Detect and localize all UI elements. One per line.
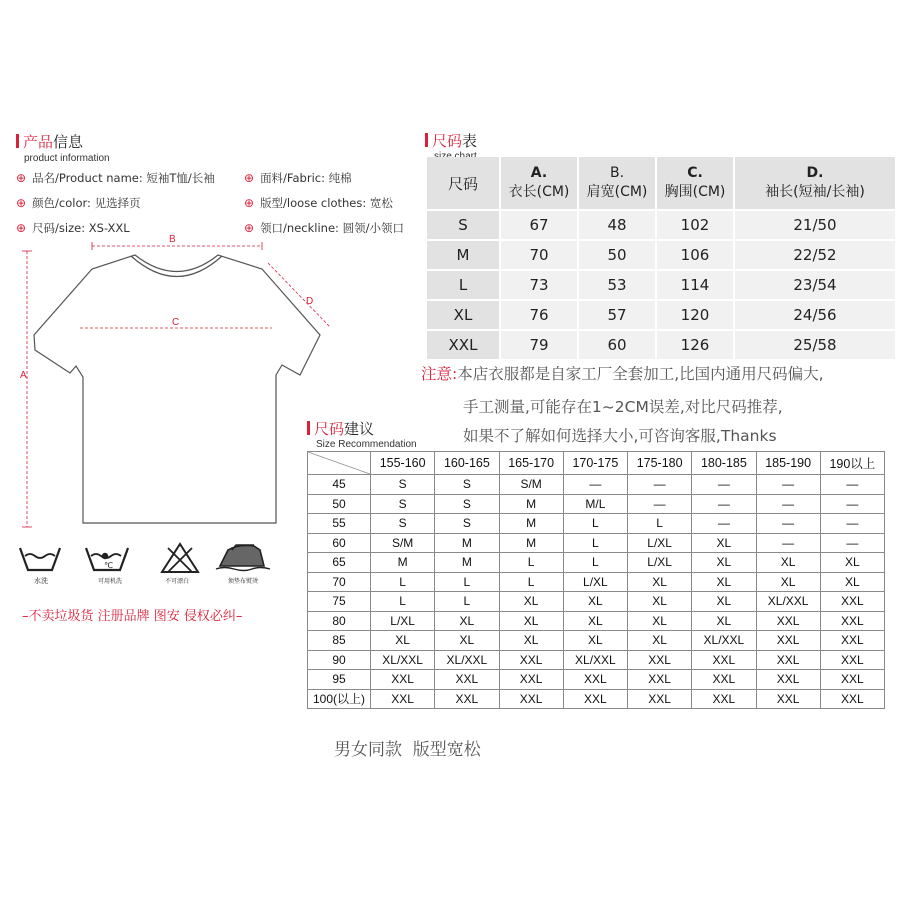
product-info-heading: 产品信息 product information [16, 131, 110, 164]
table-row: 45 S S S/M — — — — — [308, 475, 885, 495]
size-chart-row: XL 76 57 120 24/56 [427, 301, 895, 329]
info-size: ⊕ 尺码/size: XS-XXL [16, 221, 130, 235]
crosshair-icon: ⊕ [16, 221, 27, 235]
no-bleach-icon [160, 542, 200, 574]
wash-30-icon [84, 542, 130, 574]
recommendation-subtitle: Size Recommendation [316, 439, 417, 450]
table-row: 50 S S M M/L — — — — [308, 494, 885, 514]
measure-line-d [268, 263, 330, 327]
table-row: 95 XXL XXL XXL XXL XXL XXL XXL XXL [308, 670, 885, 690]
section-marker [425, 133, 428, 147]
care-label-no-bleach: 不可漂白 [165, 578, 190, 585]
crosshair-icon: ⊕ [244, 196, 255, 210]
label-c: C [172, 317, 180, 328]
size-chart-header-row [427, 157, 895, 209]
table-row: 60 S/M M M L L/XL XL — — [308, 533, 885, 553]
table-row: 70 L L L L/XL XL XL XL XL [308, 572, 885, 592]
column-header-d: D. 袖长(短袖/长袖) [735, 157, 895, 209]
crosshair-icon: ⊕ [16, 196, 27, 210]
size-chart-row: L 73 53 114 23/54 [427, 271, 895, 299]
table-row: 85 XL XL XL XL XL XL/XXL XXL XXL [308, 631, 885, 651]
size-chart-heading: 尺码表 [425, 130, 477, 162]
table-row: 100(以上) XXL XXL XXL XXL XXL XXL XXL XXL [308, 689, 885, 709]
info-product-name: ⊕ 品名/Product name: 短袖T恤/长袖 [16, 171, 215, 185]
recommendation-heading: 尺码建议 Size Recommendation [307, 418, 417, 450]
table-row: 65 M M L L L/XL XL XL XL [308, 553, 885, 573]
section-marker [16, 134, 19, 148]
crosshair-icon: ⊕ [244, 221, 255, 235]
info-color: ⊕ 颜色/color: 见选择页 [16, 196, 141, 210]
size-chart-table [425, 155, 897, 361]
svg-text:℃: ℃ [104, 561, 113, 570]
section-marker [307, 421, 310, 435]
column-header-a: A. 衣长(CM) [501, 157, 577, 209]
label-b: B [169, 234, 176, 245]
size-chart-row: XXL 79 60 126 25/58 [427, 331, 895, 359]
info-fit: ⊕ 版型/loose clothes: 宽松 [244, 196, 393, 210]
column-header-b: B. 肩宽(CM) [579, 157, 655, 209]
care-icons [14, 540, 274, 590]
table-row: 80 L/XL XL XL XL XL XL XXL XXL [308, 611, 885, 631]
hand-wash-icon [18, 542, 62, 574]
crosshair-icon: ⊕ [244, 171, 255, 185]
note-line-2: 手工测量,可能存在1~2CM误差,对比尺码推荐, [463, 398, 783, 416]
info-neckline: ⊕ 领口/neckline: 圆领/小领口 [244, 221, 404, 235]
unisex-footer: 男女同款 版型宽松 [334, 740, 481, 760]
size-chart-row: M 70 50 106 22/52 [427, 241, 895, 269]
iron-with-cloth-icon [214, 542, 272, 574]
label-a: A [20, 370, 27, 381]
height-header-row: 155-160 160-165 165-170 170-175 175-180 180-185 185-190 190以上 [308, 452, 885, 475]
diagonal-line [308, 452, 370, 474]
info-fabric: ⊕ 面料/Fabric: 纯棉 [244, 171, 352, 185]
tshirt-outline [34, 255, 320, 523]
table-row: 75 L L XL XL XL XL XL/XXL XXL [308, 592, 885, 612]
brand-slogan: –不卖垃圾货 注册品牌 图安 侵权必纠– [22, 609, 243, 624]
diagonal-corner-cell [308, 452, 371, 475]
tshirt-collar [131, 256, 222, 277]
table-row: 90 XL/XXL XL/XXL XXL XL/XXL XXL XXL XXL XXL [308, 650, 885, 670]
size-chart-corner: 尺码 [427, 157, 499, 209]
product-info-subtitle: product information [24, 153, 110, 164]
care-label-hand-wash: 水洗 [34, 577, 48, 585]
care-label-iron: 须垫布熨烫 [228, 578, 259, 585]
size-recommendation-table [307, 451, 885, 709]
care-label-machine-wash: 可用机洗 [98, 578, 123, 585]
column-header-c: C. 胸围(CM) [657, 157, 733, 209]
label-d: D [306, 296, 314, 307]
crosshair-icon: ⊕ [16, 171, 27, 185]
note-line-1: 注意:本店衣服都是自家工厂全套加工,比国内通用尺码偏大, [421, 365, 824, 383]
table-row: 55 S S M L L — — — [308, 514, 885, 534]
note-line-3: 如果不了解如何选择大小,可咨询客服,Thanks [463, 427, 777, 445]
size-chart-row: S 67 48 102 21/50 [427, 211, 895, 239]
